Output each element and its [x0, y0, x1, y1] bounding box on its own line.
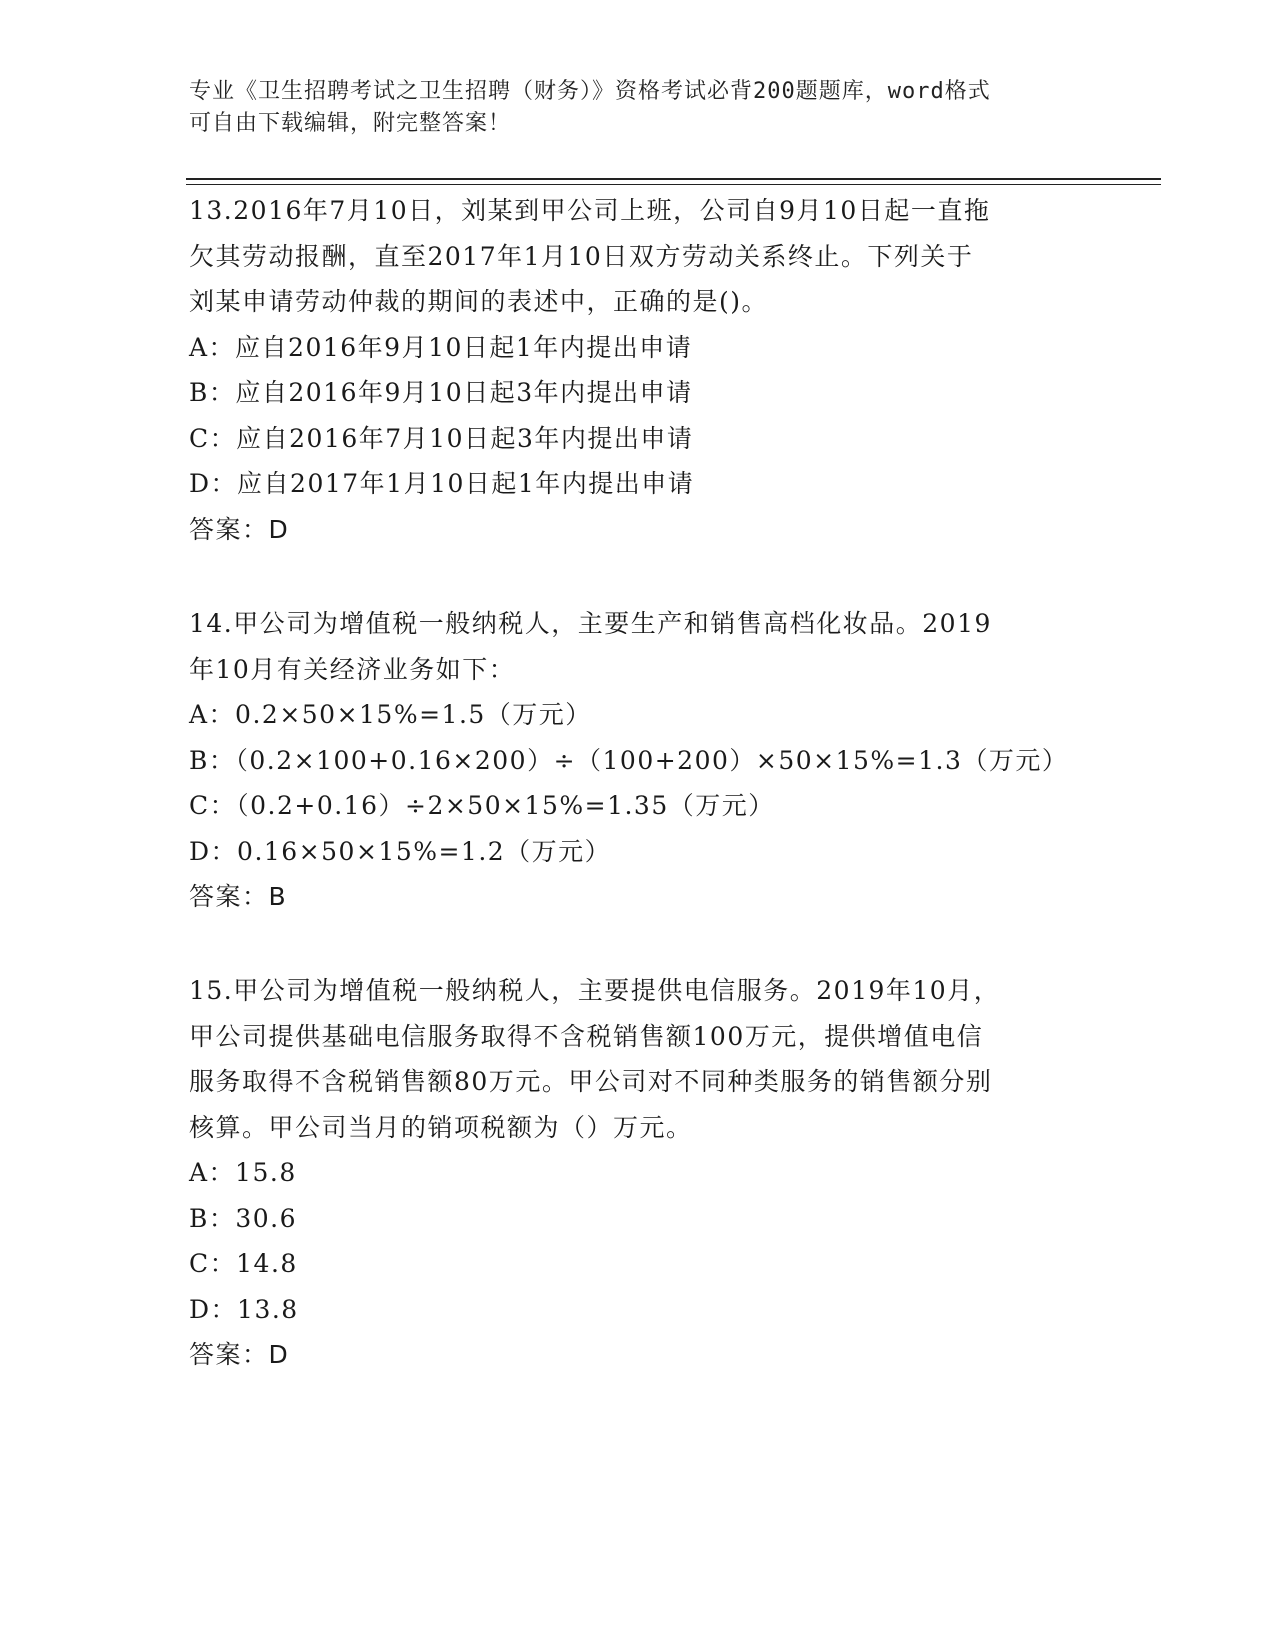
- option-d: D：0.16×50×15%=1.2（万元）: [189, 836, 612, 866]
- option-c: C：14.8: [189, 1249, 298, 1278]
- question-13: [189, 188, 1089, 552]
- stem-line: 甲公司提供基础电信服务取得不含税销售额100万元，提供增值电信: [189, 1021, 984, 1051]
- option-b: B：应自2016年9月10日起3年内提出申请: [189, 378, 693, 407]
- stem-line: 年10月有关经济业务如下：: [189, 654, 516, 684]
- stem-line: 14.甲公司为增值税一般纳税人，主要生产和销售高档化妆品。2019: [189, 609, 992, 638]
- document-header: [189, 76, 1069, 140]
- question-stem: [189, 968, 1089, 1150]
- option-c: C：应自2016年7月10日起3年内提出申请: [189, 423, 694, 453]
- stem-line: 刘某申请劳动仲裁的期间的表述中，正确的是()。: [189, 287, 769, 316]
- stem-line: 15.甲公司为增值税一般纳税人，主要提供电信服务。2019年10月，: [189, 976, 1001, 1005]
- question-stem: [189, 601, 1089, 692]
- stem-line: 13.2016年7月10日，刘某到甲公司上班，公司自9月10日起一直拖: [189, 196, 991, 225]
- option-a: A：0.2×50×15%=1.5（万元）: [189, 700, 592, 729]
- header-divider-thin: [186, 184, 1161, 185]
- header-line: 专业《卫生招聘考试之卫生招聘（财务）》资格考试必背200题题库，word格式: [189, 79, 991, 104]
- stem-line: 欠其劳动报酬，直至2017年1月10日双方劳动关系终止。下列关于: [189, 241, 974, 271]
- answer: 答案：D: [189, 1340, 290, 1369]
- header-divider-thick: [186, 178, 1161, 180]
- option-b: B：（0.2×100+0.16×200）÷（100+200）×50×15%=1.3（万元）: [189, 745, 1069, 775]
- answer: 答案：B: [189, 882, 288, 911]
- option-d: D：13.8: [189, 1294, 299, 1324]
- option-d: D：应自2017年1月10日起1年内提出申请: [189, 469, 695, 498]
- header-line: 可自由下载编辑，附完整答案！: [189, 111, 512, 136]
- option-c: C：（0.2+0.16）÷2×50×15%=1.35（万元）: [189, 791, 775, 820]
- question-15: [189, 968, 1089, 1378]
- option-a: A：应自2016年9月10日起1年内提出申请: [189, 332, 693, 362]
- stem-line: 核算。甲公司当月的销项税额为（）万元。: [189, 1112, 693, 1142]
- option-a: A：15.8: [189, 1158, 297, 1187]
- option-b: B：30.6: [189, 1203, 298, 1233]
- answer: 答案：D: [189, 514, 290, 544]
- question-stem: [189, 188, 1089, 325]
- question-14: [189, 601, 1089, 920]
- stem-line: 服务取得不含税销售额80万元。甲公司对不同种类服务的销售额分别: [189, 1067, 993, 1096]
